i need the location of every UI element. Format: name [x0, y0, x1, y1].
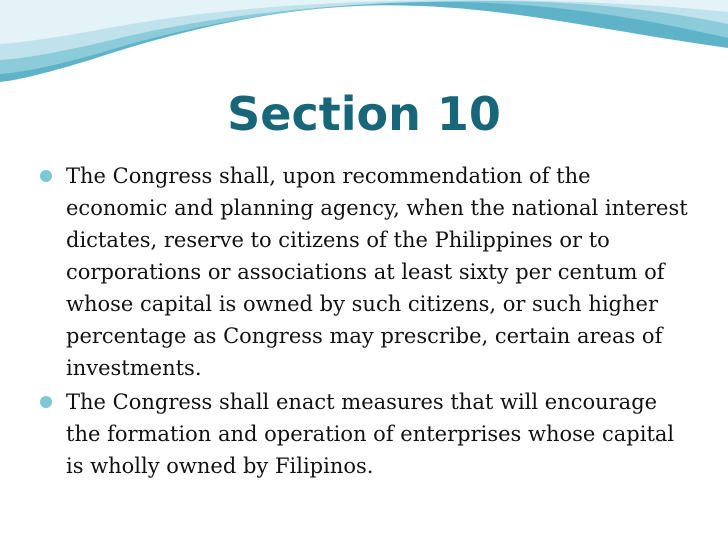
bullet-dot-icon	[40, 170, 52, 182]
bullet-list	[0, 160, 728, 482]
header-wave-decoration	[0, 0, 728, 90]
bullet-item	[0, 160, 696, 384]
slide-title: Section 10	[227, 87, 501, 141]
bullet-dot-icon	[40, 396, 52, 408]
bullet-text: The Congress shall enact measures that will encourage the formation and operation of enterprises whose capital is wholly owned by Filipinos.	[66, 390, 675, 478]
bullet-text: The Congress shall, upon recommendation of the economic and planning agency, when the national interest dictates, reserve to citizens of the Philippines or to corporations or associations at least sixty per centum of whose capital is owned by such citizens, or such higher percentage as Congress may prescribe, certain areas of investments.	[66, 164, 688, 380]
bullet-item	[0, 386, 696, 482]
